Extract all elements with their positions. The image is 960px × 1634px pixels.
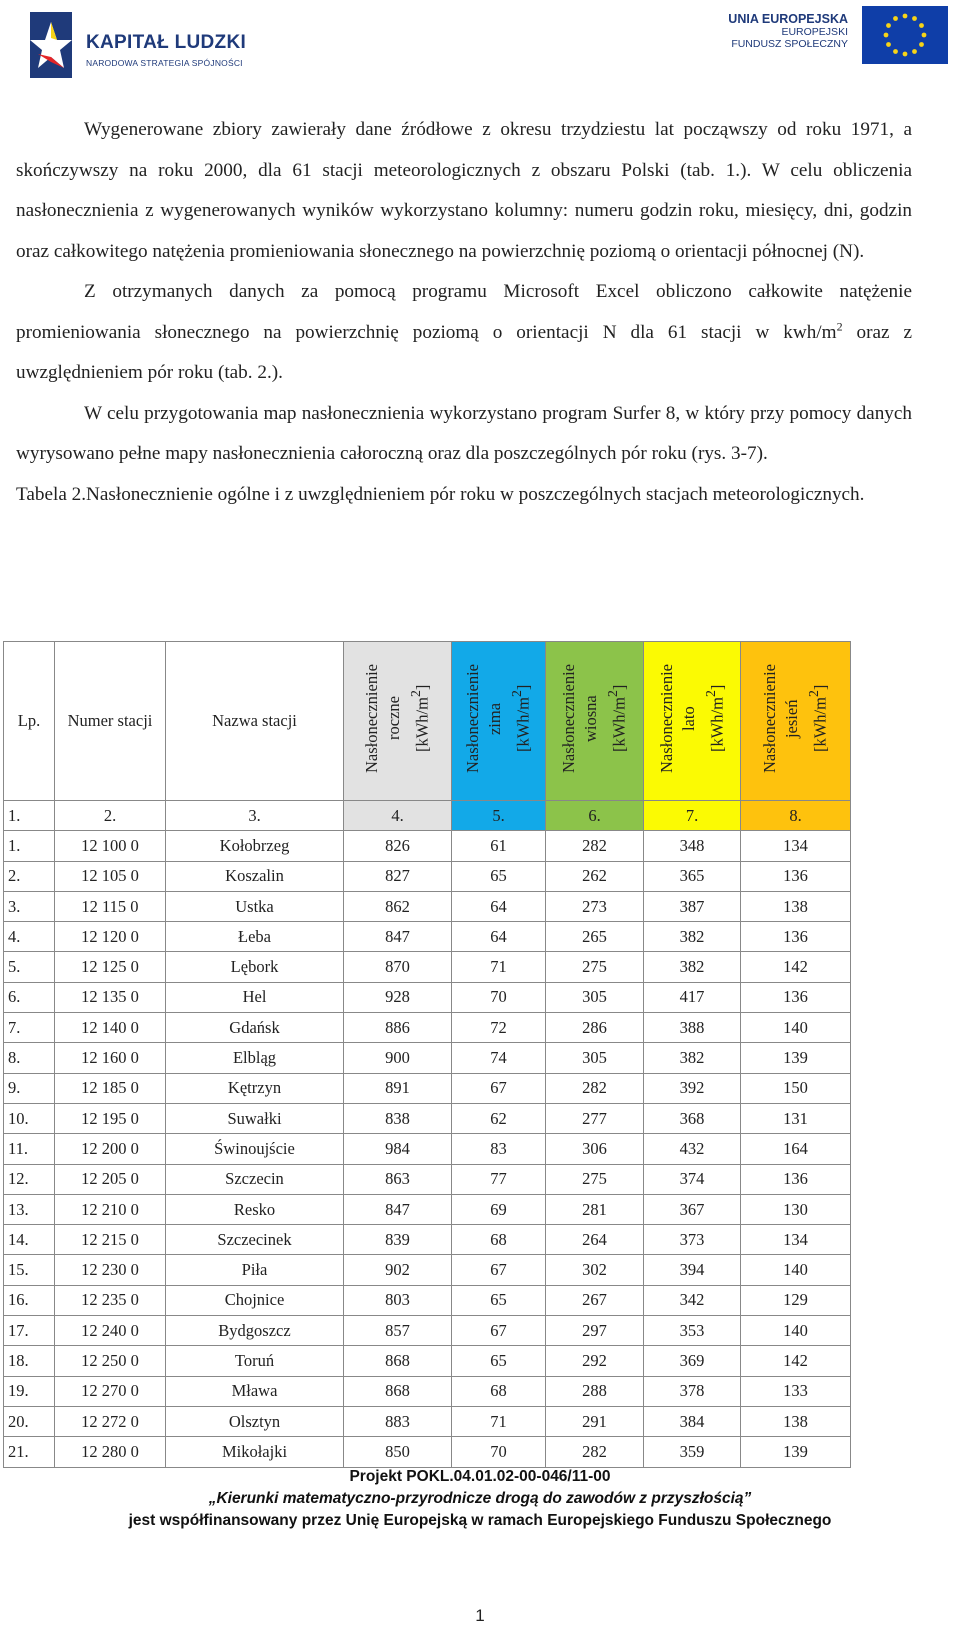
footer-project-title: „Kierunki matematyczno-przyrodnicze drogą do zawodów z przyszłością” <box>208 1490 752 1507</box>
cell-yearly: 847 <box>344 1194 452 1224</box>
cell-winter: 68 <box>452 1376 546 1406</box>
cell-station-name: Koszalin <box>166 861 344 891</box>
cell-station-name: Bydgoszcz <box>166 1316 344 1346</box>
cell-station-number: 12 250 0 <box>55 1346 166 1376</box>
cell-winter: 70 <box>452 1437 546 1467</box>
index-cell: 5. <box>452 801 546 831</box>
cell-autumn: 140 <box>741 1013 851 1043</box>
table-row <box>4 891 851 921</box>
eu-star-icon <box>886 23 891 28</box>
header-station-number: Numer stacji <box>55 642 166 801</box>
table-row <box>4 1255 851 1285</box>
cell-summer: 353 <box>644 1316 741 1346</box>
cell-spring: 281 <box>546 1194 644 1224</box>
cell-station-name: Resko <box>166 1194 344 1224</box>
cell-summer: 432 <box>644 1134 741 1164</box>
header-lp: Lp. <box>4 642 55 801</box>
cell-winter: 65 <box>452 861 546 891</box>
table-row <box>4 1194 851 1224</box>
cell-autumn: 130 <box>741 1194 851 1224</box>
eu-logo <box>708 4 948 64</box>
table-row <box>4 922 851 952</box>
header-autumn: Nasłonecznienie jesień $[kWh/m^2]$ <box>741 642 851 801</box>
header-spring: Nasłonecznienie wiosna $[kWh/m^2]$ <box>546 642 644 801</box>
cell-winter: 64 <box>452 922 546 952</box>
table-row <box>4 1437 851 1467</box>
cell-spring: 291 <box>546 1406 644 1436</box>
footer-funding-note: jest współfinansowany przez Unię Europejską w ramach Europejskiego Funduszu Społecznego <box>128 1512 832 1529</box>
cell-spring: 275 <box>546 952 644 982</box>
cell-summer: 378 <box>644 1376 741 1406</box>
cell-lp: 13. <box>4 1194 55 1224</box>
cell-spring: 305 <box>546 1043 644 1073</box>
cell-lp: 1. <box>4 831 55 861</box>
header-summer: Nasłonecznienie lato $[kWh/m^2]$ <box>644 642 741 801</box>
cell-yearly: 870 <box>344 952 452 982</box>
cell-station-number: 12 230 0 <box>55 1255 166 1285</box>
cell-winter: 67 <box>452 1316 546 1346</box>
cell-station-name: Ustka <box>166 891 344 921</box>
cell-station-name: Hel <box>166 982 344 1012</box>
kapital-ludzki-star-icon <box>28 10 74 80</box>
page-header <box>0 0 960 100</box>
cell-summer: 365 <box>644 861 741 891</box>
eu-star-icon <box>919 42 924 47</box>
table-row <box>4 1376 851 1406</box>
cell-winter: 62 <box>452 1103 546 1133</box>
eu-star-icon <box>919 23 924 28</box>
cell-station-number: 12 240 0 <box>55 1316 166 1346</box>
cell-lp: 16. <box>4 1285 55 1315</box>
cell-station-name: Kołobrzeg <box>166 831 344 861</box>
cell-spring: 277 <box>546 1103 644 1133</box>
cell-station-name: Szczecinek <box>166 1225 344 1255</box>
cell-summer: 382 <box>644 1043 741 1073</box>
paragraph-1: Wygenerowane zbiory zawierały dane źródłowe z okresu trzydziestu lat począwszy od roku 1971, a skończywszy na roku 2000, dla 61 stacji meteorologicznych z obszaru Polski (tab. 1.). W celu obliczenia nasłonecznienia z wygenerowanych wyników wykorzystano kolumny: numeru godzin roku, miesięcy, dni, godzin oraz całkowitego natężenia promieniowania słonecznego na powierzchnię poziomą o orientacji północnej (N). <box>16 119 912 262</box>
cell-lp: 8. <box>4 1043 55 1073</box>
insolation-table <box>3 641 851 1468</box>
cell-yearly: 886 <box>344 1013 452 1043</box>
eu-star-icon <box>886 42 891 47</box>
eu-star-icon <box>893 16 898 21</box>
cell-station-name: Szczecin <box>166 1164 344 1194</box>
cell-winter: 65 <box>452 1285 546 1315</box>
kapital-ludzki-subtitle: NARODOWA STRATEGIA SPÓJNOŚCI <box>86 58 243 68</box>
cell-autumn: 134 <box>741 831 851 861</box>
cell-winter: 71 <box>452 952 546 982</box>
cell-station-name: Gdańsk <box>166 1013 344 1043</box>
cell-yearly: 868 <box>344 1346 452 1376</box>
insolation-table-wrapper <box>3 641 851 1468</box>
cell-yearly: 827 <box>344 861 452 891</box>
cell-yearly: 862 <box>344 891 452 921</box>
table-row <box>4 1013 851 1043</box>
cell-spring: 273 <box>546 891 644 921</box>
cell-summer: 387 <box>644 891 741 921</box>
cell-winter: 61 <box>452 831 546 861</box>
cell-lp: 15. <box>4 1255 55 1285</box>
cell-station-name: Łeba <box>166 922 344 952</box>
index-cell: 4. <box>344 801 452 831</box>
eu-star-icon <box>884 33 889 38</box>
cell-lp: 2. <box>4 861 55 891</box>
eu-logo-line2: EUROPEJSKI <box>781 26 848 38</box>
cell-lp: 11. <box>4 1134 55 1164</box>
cell-station-name: Świnoujście <box>166 1134 344 1164</box>
cell-yearly: 984 <box>344 1134 452 1164</box>
cell-autumn: 164 <box>741 1134 851 1164</box>
cell-station-number: 12 135 0 <box>55 982 166 1012</box>
eu-star-icon <box>903 52 908 57</box>
table-row <box>4 952 851 982</box>
cell-winter: 64 <box>452 891 546 921</box>
cell-summer: 373 <box>644 1225 741 1255</box>
cell-yearly: 839 <box>344 1225 452 1255</box>
cell-summer: 388 <box>644 1013 741 1043</box>
cell-summer: 342 <box>644 1285 741 1315</box>
cell-lp: 6. <box>4 982 55 1012</box>
cell-yearly: 883 <box>344 1406 452 1436</box>
cell-spring: 282 <box>546 1073 644 1103</box>
cell-spring: 282 <box>546 1437 644 1467</box>
cell-spring: 265 <box>546 922 644 952</box>
cell-autumn: 129 <box>741 1285 851 1315</box>
table-row <box>4 1073 851 1103</box>
cell-lp: 21. <box>4 1437 55 1467</box>
cell-spring: 288 <box>546 1376 644 1406</box>
paragraph-2: Z otrzymanych danych za pomocą programu Microsoft Excel obliczono całkowite natężenie promieniowania słonecznego na powierzchnię poziomą o orientacji N dla 61 stacji w kwh/$m^2$ oraz z uwzględnieniem pór roku (tab. 2.). <box>16 281 912 383</box>
cell-spring: 306 <box>546 1134 644 1164</box>
cell-station-number: 12 280 0 <box>55 1437 166 1467</box>
table-row <box>4 1346 851 1376</box>
cell-spring: 292 <box>546 1346 644 1376</box>
cell-lp: 7. <box>4 1013 55 1043</box>
index-cell: 6. <box>546 801 644 831</box>
cell-summer: 392 <box>644 1073 741 1103</box>
cell-station-number: 12 200 0 <box>55 1134 166 1164</box>
cell-autumn: 136 <box>741 861 851 891</box>
cell-autumn: 139 <box>741 1437 851 1467</box>
cell-station-name: Olsztyn <box>166 1406 344 1436</box>
cell-yearly: 900 <box>344 1043 452 1073</box>
table-row <box>4 1285 851 1315</box>
table-row <box>4 861 851 891</box>
cell-yearly: 838 <box>344 1103 452 1133</box>
cell-spring: 267 <box>546 1285 644 1315</box>
cell-station-number: 12 120 0 <box>55 922 166 952</box>
cell-autumn: 140 <box>741 1255 851 1285</box>
cell-autumn: 142 <box>741 952 851 982</box>
table-row <box>4 1134 851 1164</box>
cell-summer: 369 <box>644 1346 741 1376</box>
cell-winter: 77 <box>452 1164 546 1194</box>
cell-station-name: Mława <box>166 1376 344 1406</box>
table-row <box>4 1316 851 1346</box>
cell-summer: 348 <box>644 831 741 861</box>
paragraph-3: W celu przygotowania map nasłonecznienia wykorzystano program Surfer 8, w który przy pomocy danych wyrysowano pełne mapy nasłonecznienia całoroczną oraz dla poszczególnych pór roku (rys. 3-7). <box>16 402 912 464</box>
cell-autumn: 136 <box>741 922 851 952</box>
index-cell: 2. <box>55 801 166 831</box>
index-cell: 1. <box>4 801 55 831</box>
cell-station-number: 12 125 0 <box>55 952 166 982</box>
cell-yearly: 902 <box>344 1255 452 1285</box>
eu-logo-text <box>728 12 848 50</box>
cell-station-number: 12 272 0 <box>55 1406 166 1436</box>
cell-spring: 275 <box>546 1164 644 1194</box>
cell-spring: 282 <box>546 831 644 861</box>
cell-station-name: Kętrzyn <box>166 1073 344 1103</box>
cell-summer: 367 <box>644 1194 741 1224</box>
cell-station-name: Chojnice <box>166 1285 344 1315</box>
cell-lp: 14. <box>4 1225 55 1255</box>
cell-station-number: 12 140 0 <box>55 1013 166 1043</box>
cell-autumn: 139 <box>741 1043 851 1073</box>
cell-yearly: 847 <box>344 922 452 952</box>
eu-star-icon <box>893 49 898 54</box>
cell-station-name: Piła <box>166 1255 344 1285</box>
cell-yearly: 928 <box>344 982 452 1012</box>
cell-autumn: 138 <box>741 891 851 921</box>
cell-autumn: 140 <box>741 1316 851 1346</box>
cell-autumn: 150 <box>741 1073 851 1103</box>
cell-winter: 83 <box>452 1134 546 1164</box>
cell-yearly: 857 <box>344 1316 452 1346</box>
cell-winter: 71 <box>452 1406 546 1436</box>
table-caption: Tabela 2.Nasłonecznienie ogólne i z uwzględnieniem pór roku w poszczególnych stacjach meteorologicznych. <box>16 483 865 505</box>
index-cell: 3. <box>166 801 344 831</box>
header-yearly: Nasłonecznienie roczne $[kWh/m^2]$ <box>344 642 452 801</box>
cell-station-number: 12 160 0 <box>55 1043 166 1073</box>
table-row <box>4 982 851 1012</box>
cell-lp: 17. <box>4 1316 55 1346</box>
cell-station-number: 12 195 0 <box>55 1103 166 1133</box>
cell-lp: 19. <box>4 1376 55 1406</box>
cell-yearly: 868 <box>344 1376 452 1406</box>
eu-flag-icon <box>862 6 948 64</box>
cell-lp: 20. <box>4 1406 55 1436</box>
cell-lp: 3. <box>4 891 55 921</box>
table-row <box>4 831 851 861</box>
table-row <box>4 1164 851 1194</box>
table-row <box>4 1043 851 1073</box>
cell-lp: 12. <box>4 1164 55 1194</box>
cell-station-name: Elbląg <box>166 1043 344 1073</box>
cell-summer: 384 <box>644 1406 741 1436</box>
cell-summer: 394 <box>644 1255 741 1285</box>
header-station-name: Nazwa stacji <box>166 642 344 801</box>
cell-yearly: 826 <box>344 831 452 861</box>
cell-autumn: 133 <box>741 1376 851 1406</box>
table-row <box>4 1225 851 1255</box>
cell-station-number: 12 210 0 <box>55 1194 166 1224</box>
eu-star-icon <box>903 14 908 19</box>
cell-winter: 65 <box>452 1346 546 1376</box>
cell-spring: 305 <box>546 982 644 1012</box>
eu-star-icon <box>912 16 917 21</box>
cell-station-number: 12 205 0 <box>55 1164 166 1194</box>
cell-station-name: Suwałki <box>166 1103 344 1133</box>
eu-logo-line1: UNIA EUROPEJSKA <box>728 12 848 26</box>
cell-summer: 382 <box>644 922 741 952</box>
cell-summer: 382 <box>644 952 741 982</box>
cell-yearly: 803 <box>344 1285 452 1315</box>
index-cell: 8. <box>741 801 851 831</box>
cell-winter: 68 <box>452 1225 546 1255</box>
index-cell: 7. <box>644 801 741 831</box>
cell-winter: 67 <box>452 1255 546 1285</box>
cell-summer: 368 <box>644 1103 741 1133</box>
cell-station-name: Toruń <box>166 1346 344 1376</box>
kapital-ludzki-title: KAPITAŁ LUDZKI <box>86 32 247 53</box>
cell-station-number: 12 105 0 <box>55 861 166 891</box>
cell-station-name: Lębork <box>166 952 344 982</box>
cell-lp: 4. <box>4 922 55 952</box>
cell-lp: 18. <box>4 1346 55 1376</box>
cell-winter: 69 <box>452 1194 546 1224</box>
cell-summer: 417 <box>644 982 741 1012</box>
footer-project-id: Projekt POKL.04.01.02-00-046/11-00 <box>349 1468 611 1485</box>
cell-station-number: 12 270 0 <box>55 1376 166 1406</box>
page-footer <box>0 1466 960 1532</box>
cell-spring: 302 <box>546 1255 644 1285</box>
eu-star-icon <box>912 49 917 54</box>
cell-yearly: 891 <box>344 1073 452 1103</box>
table-index-row <box>4 801 851 831</box>
cell-winter: 67 <box>452 1073 546 1103</box>
cell-lp: 9. <box>4 1073 55 1103</box>
cell-autumn: 134 <box>741 1225 851 1255</box>
cell-station-name: Mikołajki <box>166 1437 344 1467</box>
page-number: 1 <box>475 1606 485 1625</box>
cell-station-number: 12 235 0 <box>55 1285 166 1315</box>
cell-autumn: 138 <box>741 1406 851 1436</box>
eu-star-icon <box>922 33 927 38</box>
cell-autumn: 136 <box>741 982 851 1012</box>
cell-autumn: 136 <box>741 1164 851 1194</box>
cell-spring: 262 <box>546 861 644 891</box>
cell-station-number: 12 115 0 <box>55 891 166 921</box>
cell-yearly: 850 <box>344 1437 452 1467</box>
table-row <box>4 1103 851 1133</box>
cell-winter: 74 <box>452 1043 546 1073</box>
header-winter: Nasłonecznienie zima $[kWh/m^2]$ <box>452 642 546 801</box>
cell-summer: 359 <box>644 1437 741 1467</box>
cell-spring: 264 <box>546 1225 644 1255</box>
cell-station-number: 12 215 0 <box>55 1225 166 1255</box>
cell-station-number: 12 185 0 <box>55 1073 166 1103</box>
cell-spring: 297 <box>546 1316 644 1346</box>
cell-autumn: 142 <box>741 1346 851 1376</box>
cell-summer: 374 <box>644 1164 741 1194</box>
document-body <box>16 110 912 515</box>
cell-yearly: 863 <box>344 1164 452 1194</box>
table-row <box>4 1406 851 1436</box>
cell-spring: 286 <box>546 1013 644 1043</box>
cell-lp: 10. <box>4 1103 55 1133</box>
eu-logo-line3: FUNDUSZ SPOŁECZNY <box>731 38 848 50</box>
cell-lp: 5. <box>4 952 55 982</box>
kapital-ludzki-logo <box>28 10 288 82</box>
cell-winter: 72 <box>452 1013 546 1043</box>
cell-autumn: 131 <box>741 1103 851 1133</box>
cell-station-number: 12 100 0 <box>55 831 166 861</box>
cell-winter: 70 <box>452 982 546 1012</box>
table-header-row <box>4 642 851 801</box>
